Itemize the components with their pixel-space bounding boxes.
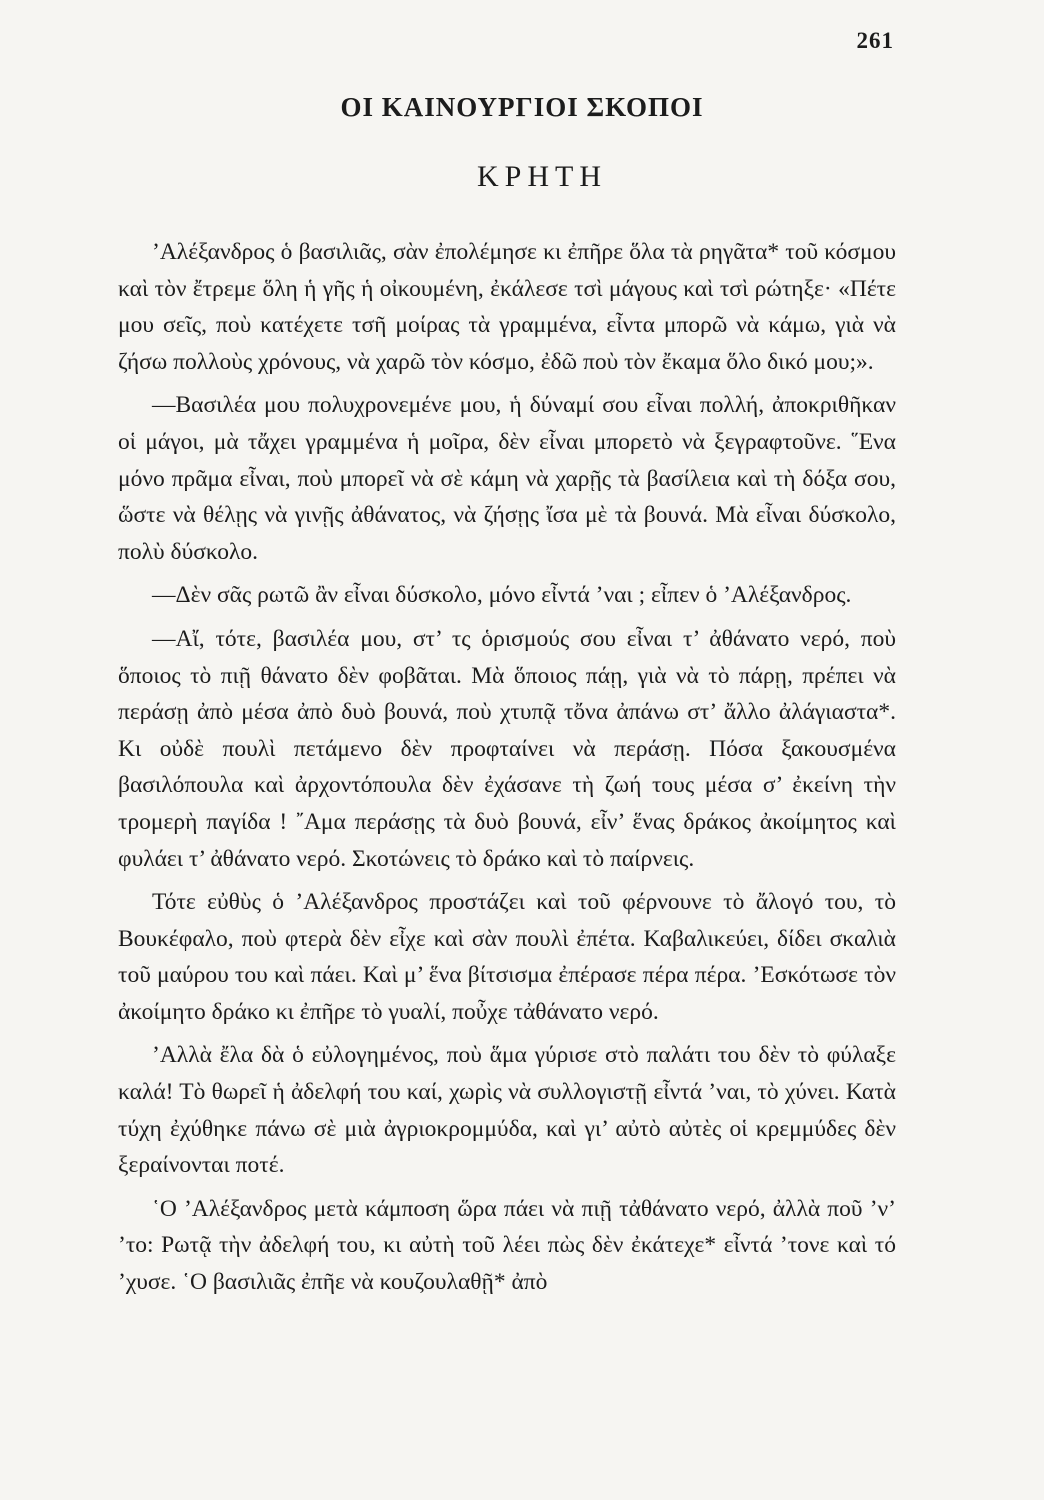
paragraph: Τότε εὐθὺς ὁ ’Αλέξανδρος προστάζει καὶ τοῦ φέρνουνε τὸ ἄλογό του, τὸ Βουκέφαλο, ποὺ φτερὰ δὲν εἶχε καὶ σὰν πουλὶ ἐπέτα. Καβαλικεύει, δίδει σκαλιὰ τοῦ μαύρου του καὶ πάει. Καὶ μ’ ἕνα βίτσισμα ἐπέρασε πέρα πέρα. ’Εσκότωσε τὸν ἀκοίμητο δράκο κι ἐπῆρε τὸ γυαλί, ποὖχε τἀθάνατο νερό. [118,889,896,1025]
paragraph: ’Αλλὰ ἔλα δὰ ὁ εὐλογημένος, ποὺ ἅμα γύρισε στὸ παλάτι του δὲν τὸ φύλαξε καλά! Τὸ θωρεῖ ἡ ἀδελφή του καί, χωρὶς νὰ συλλογιστῇ εἶντά ’ναι, τὸ χύνει. Κατὰ τύχη ἐχύθηκε πάνω σὲ μιὰ ἀγριοκρομμύδα, καὶ γι’ αὐτὸ αὐτὲς οἱ κρεμμύδες δὲν ξεραίνονται ποτέ. [118,1042,896,1179]
paragraph: —Βασιλέα μου πολυχρονεμένε μου, ἡ δύναμί σου εἶναι πολλή, ἀποκριθῆκαν οἱ μάγοι, μὰ τἄχει γραμμένα ἡ μοῖρα, δὲν εἶναι μπορετὸ νὰ ξεγραφτοῦνε. ῞Ενα μόνο πρᾶμα εἶναι, ποὺ μπορεῖ νὰ σὲ κάμη νὰ χαρῇς τὰ βασίλεια καὶ τὴ δόξα σου, ὥστε νὰ θέλῃς νὰ γινῇς ἀθάνατος, νὰ ζήσῃς ἴσα μὲ τὰ βουνά. Μὰ εἶναι δύσκολο, πολὺ δύσκολο. [118,392,896,565]
paragraph: ῾Ο ’Αλέξανδρος μετὰ κάμποση ὥρα πάει νὰ πιῇ τἀθάνατο νερό, ἀλλὰ ποῦ ’ν’ ’το: Ρωτᾷ τὴν ἀδελφή του, κι αὐτὴ τοῦ λέει πὼς δὲν ἐκάτεχε* εἶντά ’τονε καὶ τό ’χυσε. ῾Ο βασιλιᾶς ἐπῆε νὰ κουζουλαθῇ* ἀπὸ [118,1195,896,1296]
section-subtitle: ΚΡΗΤΗ [476,160,607,193]
page-number: 261 [856,28,894,53]
paragraph: —Δὲν σᾶς ρωτῶ ἂν εἶναι δύσκολο, μόνο εἶντά ’ναι ; εἶπεν ὁ ’Αλέξανδρος. [152,582,852,609]
body-text [118,234,896,1301]
paragraph: ’Αλέξανδρος ὁ βασιλιᾶς, σὰν ἐπολέμησε κι ἐπῆρε ὅλα τὰ ρηγᾶτα* τοῦ κόσμου καὶ τὸν ἔτρεμε ὅλη ἡ γῆς ἡ οἰκουμένη, ἐκάλεσε τσὶ μάγους καὶ τσὶ ρώτηξε· «Πέτε μου σεῖς, ποὺ κατέχετε τσῆ μοίρας τὰ γραμμένα, εἶντα μπορῶ νὰ κάμω, γιὰ νὰ ζήσω πολλοὺς χρόνους, νὰ χαρῶ τὸν κόσμο, ἐδῶ ποὺ τὸν ἔκαμα ὅλο δικό μου;». [118,239,896,375]
paragraph: —Αἴ, τότε, βασιλέα μου, στ’ τς ὁρισμούς σου εἶναι τ’ ἀθάνατο νερό, ποὺ ὅποιος τὸ πιῇ θάνατο δὲν φοβᾶται. Μὰ ὅποιος πάῃ, γιὰ νὰ τὸ πάρῃ, πρέπει νὰ περάσῃ ἀπὸ μέσα ἀπὸ δυὸ βουνά, ποὺ χτυπᾷ τὄνα ἀπάνω στ’ ἄλλο ἀλάγιαστα*. Κι οὐδὲ πουλὶ πετάμενο δὲν προφταίνει νὰ περάσῃ. Πόσα ξακουσμένα βασιλόπουλα καὶ ἀρχοντόπουλα δὲν ἐχάσανε τὴ ζωή τους μέσα σ’ ἐκείνη τὴν τρομερὴ παγίδα ! ῎Αμα περάσῃς τὰ δυὸ βουνά, εἶν’ ἕνας δράκος ἀκοίμητος καὶ φυλάει τ’ ἀθάνατο νερό. Σκοτώνεις τὸ δράκο καὶ τὸ παίρνεις. [118,625,896,872]
chapter-title: ΟΙ ΚΑΙΝΟΥΡΓΙΟΙ ΣΚΟΠΟΙ [340,92,704,122]
